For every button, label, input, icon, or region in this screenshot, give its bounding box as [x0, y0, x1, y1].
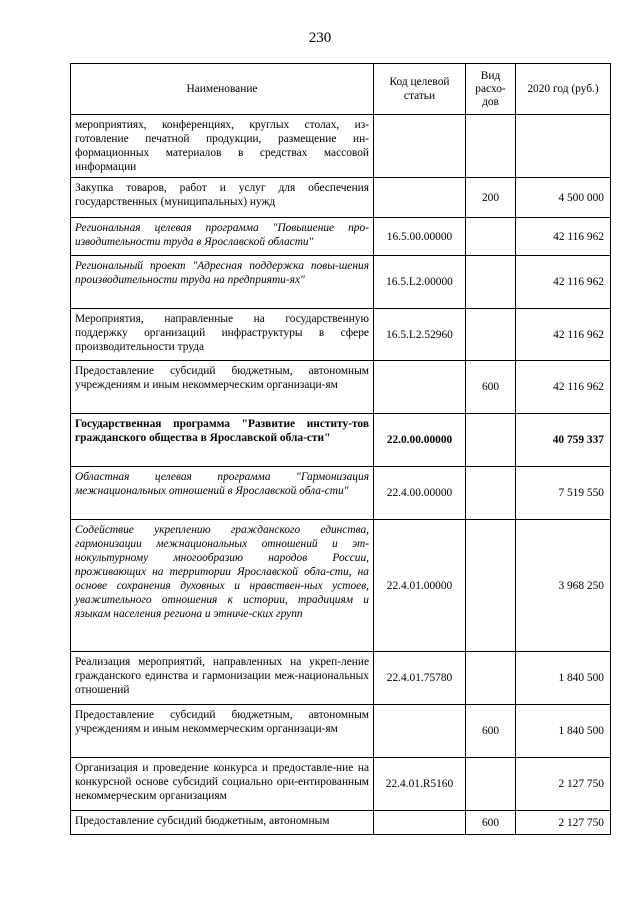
row-amount: 1 840 500 — [516, 705, 611, 758]
row-expense-type — [466, 414, 516, 467]
row-expense-type — [466, 115, 516, 178]
table-row — [71, 467, 611, 520]
row-name: Содействие укреплению гражданского единства, гармонизации межнациональных отношений и эт-нокультурному многообразию народов России, проживающих на территории Ярославской обла-сти, на основе сохранения духовных и нравствен-ных устоев, уважительного отношения к истории, традициям и языкам населения региона и этниче-ских групп — [71, 520, 374, 652]
row-code: 22.4.01.75780 — [374, 652, 466, 705]
row-code: 16.5.L2.00000 — [374, 256, 466, 309]
column-header-code: Код целевой статьи — [374, 64, 466, 115]
table-row — [71, 758, 611, 811]
row-code: 22.4.01.00000 — [374, 520, 466, 652]
row-code — [374, 361, 466, 414]
row-expense-type — [466, 520, 516, 652]
row-name: Реализация мероприятий, направленных на укреп-ление гражданского единства и гармонизации меж-национальных отношений — [71, 652, 374, 705]
column-header-name: Наименование — [71, 64, 374, 115]
row-amount: 1 840 500 — [516, 652, 611, 705]
row-amount: 40 759 337 — [516, 414, 611, 467]
table-row — [71, 218, 611, 256]
column-header-expense-type: Вид расхо-дов — [466, 64, 516, 115]
row-name: Региональный проект "Адресная поддержка повы-шения производительности труда на предприяти-ях" — [71, 256, 374, 309]
row-code: 22.4.00.00000 — [374, 467, 466, 520]
table-row — [71, 178, 611, 218]
table-row — [71, 309, 611, 361]
row-amount: 2 127 750 — [516, 758, 611, 811]
column-header-amount: 2020 год (руб.) — [516, 64, 611, 115]
row-amount: 42 116 962 — [516, 309, 611, 361]
row-amount: 7 519 550 — [516, 467, 611, 520]
row-code: 22.0.00.00000 — [374, 414, 466, 467]
row-expense-type — [466, 218, 516, 256]
row-name: Мероприятия, направленные на государственную поддержку организаций инфраструктуры в сфере производительности труда — [71, 309, 374, 361]
row-amount — [516, 115, 611, 178]
row-expense-type — [466, 309, 516, 361]
row-name: Региональная целевая программа "Повышение про-изводительности труда в Ярославской области" — [71, 218, 374, 256]
table-row — [71, 256, 611, 309]
table-row — [71, 652, 611, 705]
table-row — [71, 414, 611, 467]
table-row — [71, 361, 611, 414]
row-expense-type — [466, 467, 516, 520]
table-row — [71, 705, 611, 758]
row-amount: 2 127 750 — [516, 811, 611, 835]
page-number: 230 — [308, 30, 332, 46]
row-expense-type: 600 — [466, 705, 516, 758]
row-expense-type — [466, 758, 516, 811]
row-code — [374, 811, 466, 835]
row-name: Предоставление субсидий бюджетным, автономным — [71, 811, 374, 835]
row-amount: 3 968 250 — [516, 520, 611, 652]
row-expense-type — [466, 652, 516, 705]
row-expense-type — [466, 256, 516, 309]
row-name: Областная целевая программа "Гармонизация межнациональных отношений в Ярославской обла-сти" — [71, 467, 374, 520]
row-name: Государственная программа "Развитие институ-тов гражданского общества в Ярославской обла-сти" — [71, 414, 374, 467]
row-code — [374, 705, 466, 758]
table-row — [71, 520, 611, 652]
row-expense-type: 600 — [466, 811, 516, 835]
row-amount: 42 116 962 — [516, 361, 611, 414]
table-row — [71, 811, 611, 835]
row-amount: 4 500 000 — [516, 178, 611, 218]
row-amount: 42 116 962 — [516, 218, 611, 256]
row-code: 16.5.00.00000 — [374, 218, 466, 256]
budget-table — [70, 63, 611, 835]
row-amount: 42 116 962 — [516, 256, 611, 309]
row-name: Предоставление субсидий бюджетным, автономным учреждениям и иным некоммерческим организаци-ям — [71, 361, 374, 414]
row-name: Предоставление субсидий бюджетным, автономным учреждениям и иным некоммерческим организаци-ям — [71, 705, 374, 758]
row-name: Закупка товаров, работ и услуг для обеспечения государственных (муниципальных) нужд — [71, 178, 374, 218]
row-code — [374, 178, 466, 218]
row-name: мероприятиях, конференциях, круглых столах, из-готовление печатной продукции, размещение ин-формационных материалов в средствах массовой информации — [71, 115, 374, 178]
row-code: 16.5.L2.52960 — [374, 309, 466, 361]
table-row — [71, 115, 611, 178]
row-code — [374, 115, 466, 178]
row-expense-type: 200 — [466, 178, 516, 218]
row-code: 22.4.01.R5160 — [374, 758, 466, 811]
row-expense-type: 600 — [466, 361, 516, 414]
table-header-row — [71, 64, 611, 115]
row-name: Организация и проведение конкурса и предоставле-ние на конкурсной основе субсидий социально ори-ентированным некоммерческим организациям — [71, 758, 374, 811]
